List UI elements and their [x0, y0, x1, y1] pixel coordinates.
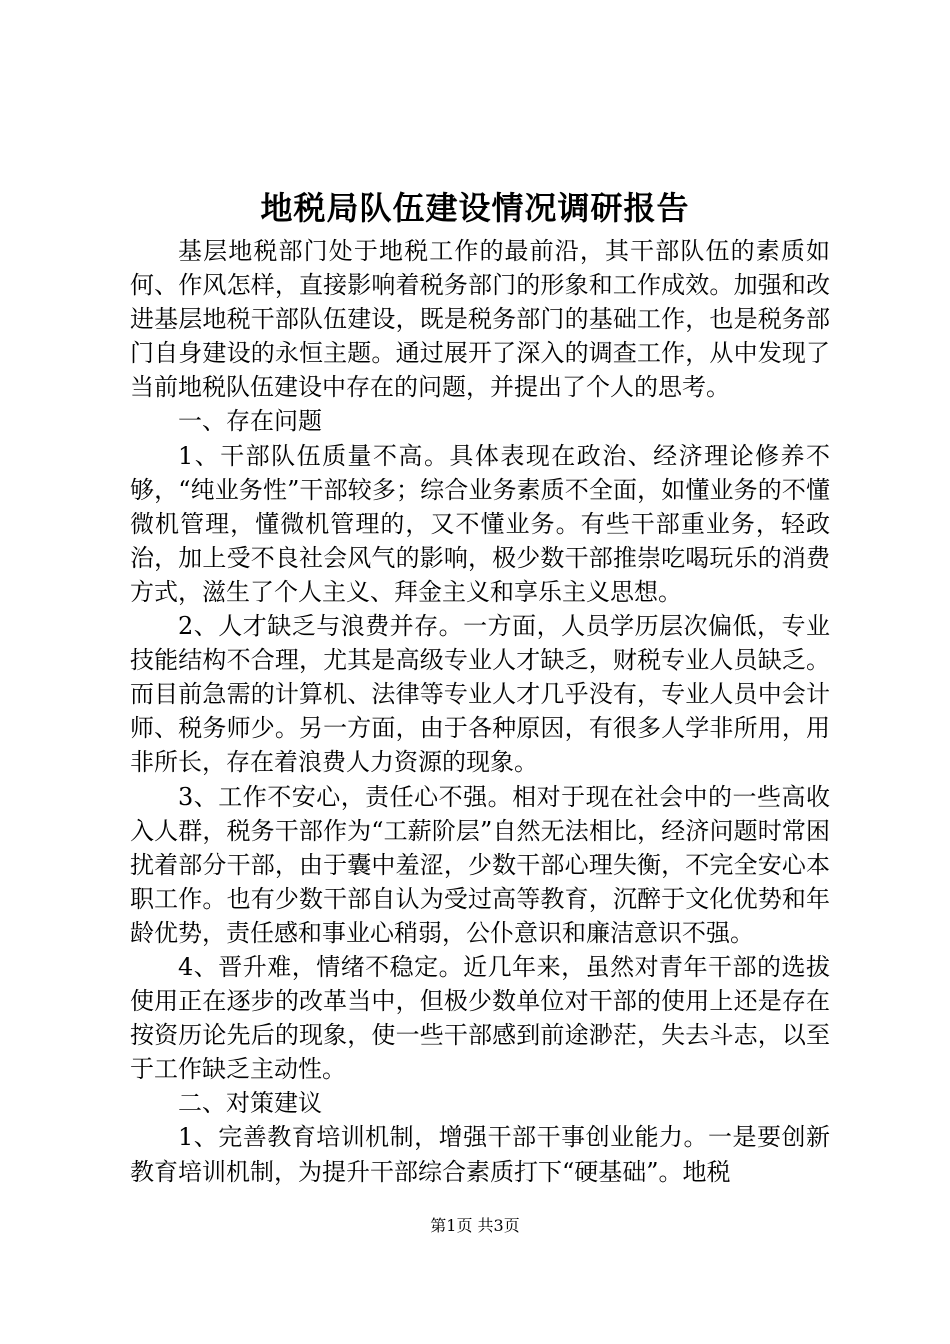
- document-body: [130, 234, 830, 1189]
- document-title: 地税局队伍建设情况调研报告: [260, 189, 690, 227]
- suggestion-paragraph-1: 1、完善教育培训机制，增强干部干事创业能力。一是要创新教育培训机制，为提升干部综合素质打下“硬基础”。地税: [130, 1123, 830, 1186]
- section-heading-problems: 一、存在问题: [178, 407, 322, 436]
- page-number-footer: 第1页 共3页: [430, 1216, 520, 1235]
- section-heading-suggestions: 二、对策建议: [178, 1089, 322, 1118]
- problem-paragraph-2: 2、人才缺乏与浪费并存。一方面，人员学历层次偏低，专业技能结构不合理，尤其是高级专业人才缺乏，财税专业人员缺乏。而目前急需的计算机、法律等专业人才几乎没有，专业人员中会计师、税务师少。另一方面，由于各种原因，有很多人学非所用，用非所长，存在着浪费人力资源的现象。: [130, 612, 830, 777]
- problem-paragraph-4: 4、晋升难，情绪不稳定。近几年来，虽然对青年干部的选拔使用正在逐步的改革当中，但极少数单位对干部的使用上还是存在按资历论先后的现象，使一些干部感到前途渺茫，失去斗志，以至于工作缺乏主动性。: [130, 952, 830, 1084]
- problem-paragraph-3: 3、工作不安心，责任心不强。相对于现在社会中的一些高收入人群，税务干部作为“工薪阶层”自然无法相比，经济问题时常困扰着部分干部，由于囊中羞涩，少数干部心理失衡，不完全安心本职工作。也有少数干部自认为受过高等教育，沉醉于文化优势和年龄优势，责任感和事业心稍弱，公仆意识和廉洁意识不强。: [130, 782, 830, 947]
- problem-paragraph-1: 1、干部队伍质量不高。具体表现在政治、经济理论修养不够，“纯业务性”干部较多；综合业务素质不全面，如懂业务的不懂微机管理，懂微机管理的，又不懂业务。有些干部重业务，轻政治，加上受不良社会风气的影响，极少数干部推崇吃喝玩乐的消费方式，滋生了个人主义、拜金主义和享乐主义思想。: [130, 441, 830, 606]
- intro-paragraph: 基层地税部门处于地税工作的最前沿，其干部队伍的素质如何、作风怎样，直接影响着税务部门的形象和工作成效。加强和改进基层地税干部队伍建设，既是税务部门的基础工作，也是税务部门自身建设的永恒主题。通过展开了深入的调查工作，从中发现了当前地税队伍建设中存在的问题，并提出了个人的思考。: [130, 237, 830, 402]
